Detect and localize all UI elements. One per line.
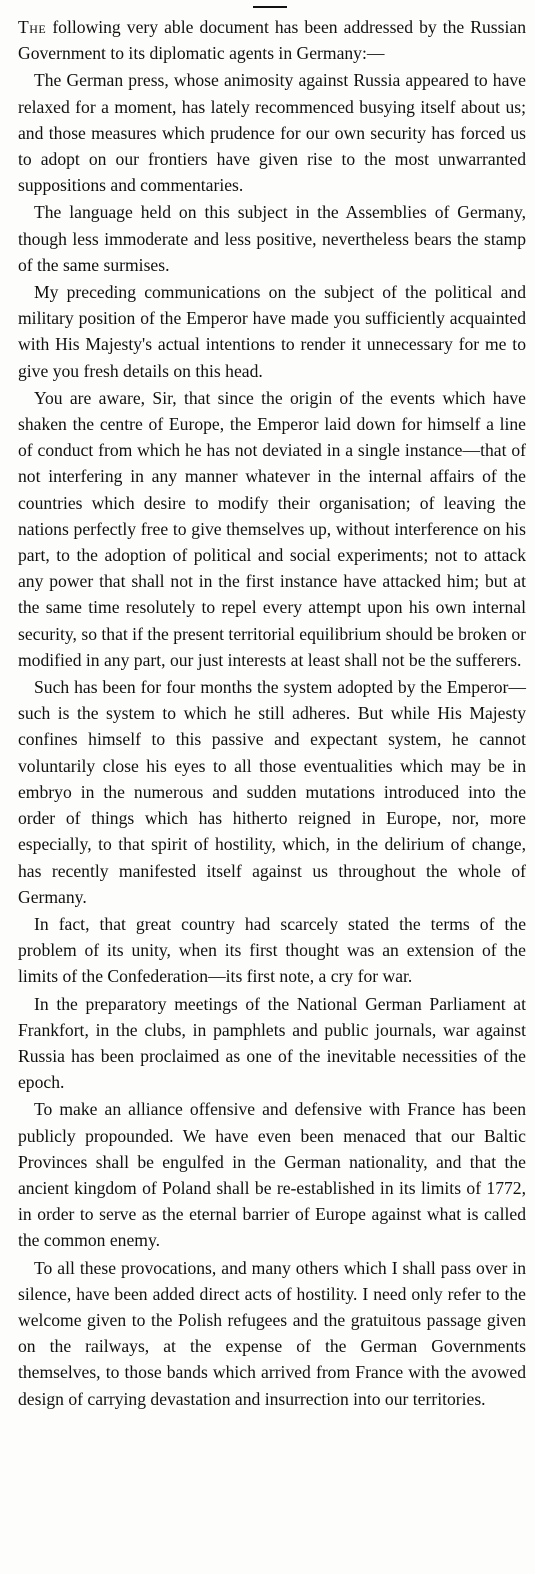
article-paragraph-4: My preceding communications on the subject of the political and military position of the Emperor have made you sufficiently acquainted with His Majesty's actual intentions to render it unnecessary for me to give you fresh details on this head. (18, 282, 526, 381)
article-paragraph-7: In fact, that great country had scarcely stated the terms of the problem of its unity, when its first thought was an extension of the limits of the Confederation—its first note, a cry for war. (18, 913, 526, 987)
article-paragraph-2: The German press, whose animosity against Russia appeared to have relaxed for a moment, has lately recommenced busying itself about us; and those measures which prudence for our own security has forced us to adopt on our frontiers have given rise to the most unwarranted suppositions and commentaries. (18, 70, 526, 196)
article-paragraph-8: In the preparatory meetings of the National German Parliament at Frankfort, in the clubs, in pamphlets and public journals, war against Russia has been proclaimed as one of the inevitable necessities of the epoch. (18, 993, 526, 1093)
article-column (18, 14, 526, 1413)
paragraph-text: following very able document has been addressed by the Russian Government to its diplomatic agents in Germany:— (18, 17, 526, 64)
article-paragraph-6: Such has been for four months the system adopted by the Emperor—such is the system to which he still adheres. But while His Majesty confines himself to this passive and expectant system, he cannot voluntarily close his eyes to all those eventualities which may be in embryo in the numerous and sudden mutations introduced into the order of things which has hitherto reigned in Europe, nor, more especially, to that spirit of hostility, which, in the delirium of change, has recently manifested itself against us throughout the whole of Germany. (18, 677, 526, 907)
article-paragraph-1 (18, 14, 526, 66)
column-top-rule (253, 6, 287, 8)
article-paragraph-9: To make an alliance offensive and defensive with France has been publicly propounded. We have even been menaced that our Baltic Provinces shall be engulfed in the German nationality, and that the ancient kingdom of Poland shall be re-established in its limits of 1772, in order to serve as the eternal barrier of Europe against what is called the common enemy. (18, 1099, 526, 1251)
article-paragraph-3: The language held on this subject in the Assemblies of Germany, though less immoderate and less positive, nevertheless bears the stamp of the same surmises. (18, 202, 526, 275)
lead-word: The (18, 17, 47, 37)
article-paragraph-5: You are aware, Sir, that since the origin of the events which have shaken the centre of Europe, the Emperor laid down for himself a line of conduct from which he has not deviated in a single instance—that of not interfering in any manner whatever in the internal affairs of the countries which desire to modify their organisation; of leaving the nations perfectly free to give themselves up, without interference on his part, to the adoption of political and social experiments; not to attack any power that shall not in the first instance have attacked him; but at the same time resolutely to repel every attempt upon his own internal security, so that if the present territorial equilibrium should be broken or modified in any part, our just interests at least shall not be the sufferers. (18, 387, 526, 670)
article-paragraph-10: To all these provocations, and many others which I shall pass over in silence, have been added direct acts of hostility. I need only refer to the welcome given to the Polish refugees and the gratuitous passage given on the railways, at the expense of the German Governments themselves, to those bands which arrived from France with the avowed design of carrying devastation and insurrection into our territories. (18, 1257, 526, 1409)
